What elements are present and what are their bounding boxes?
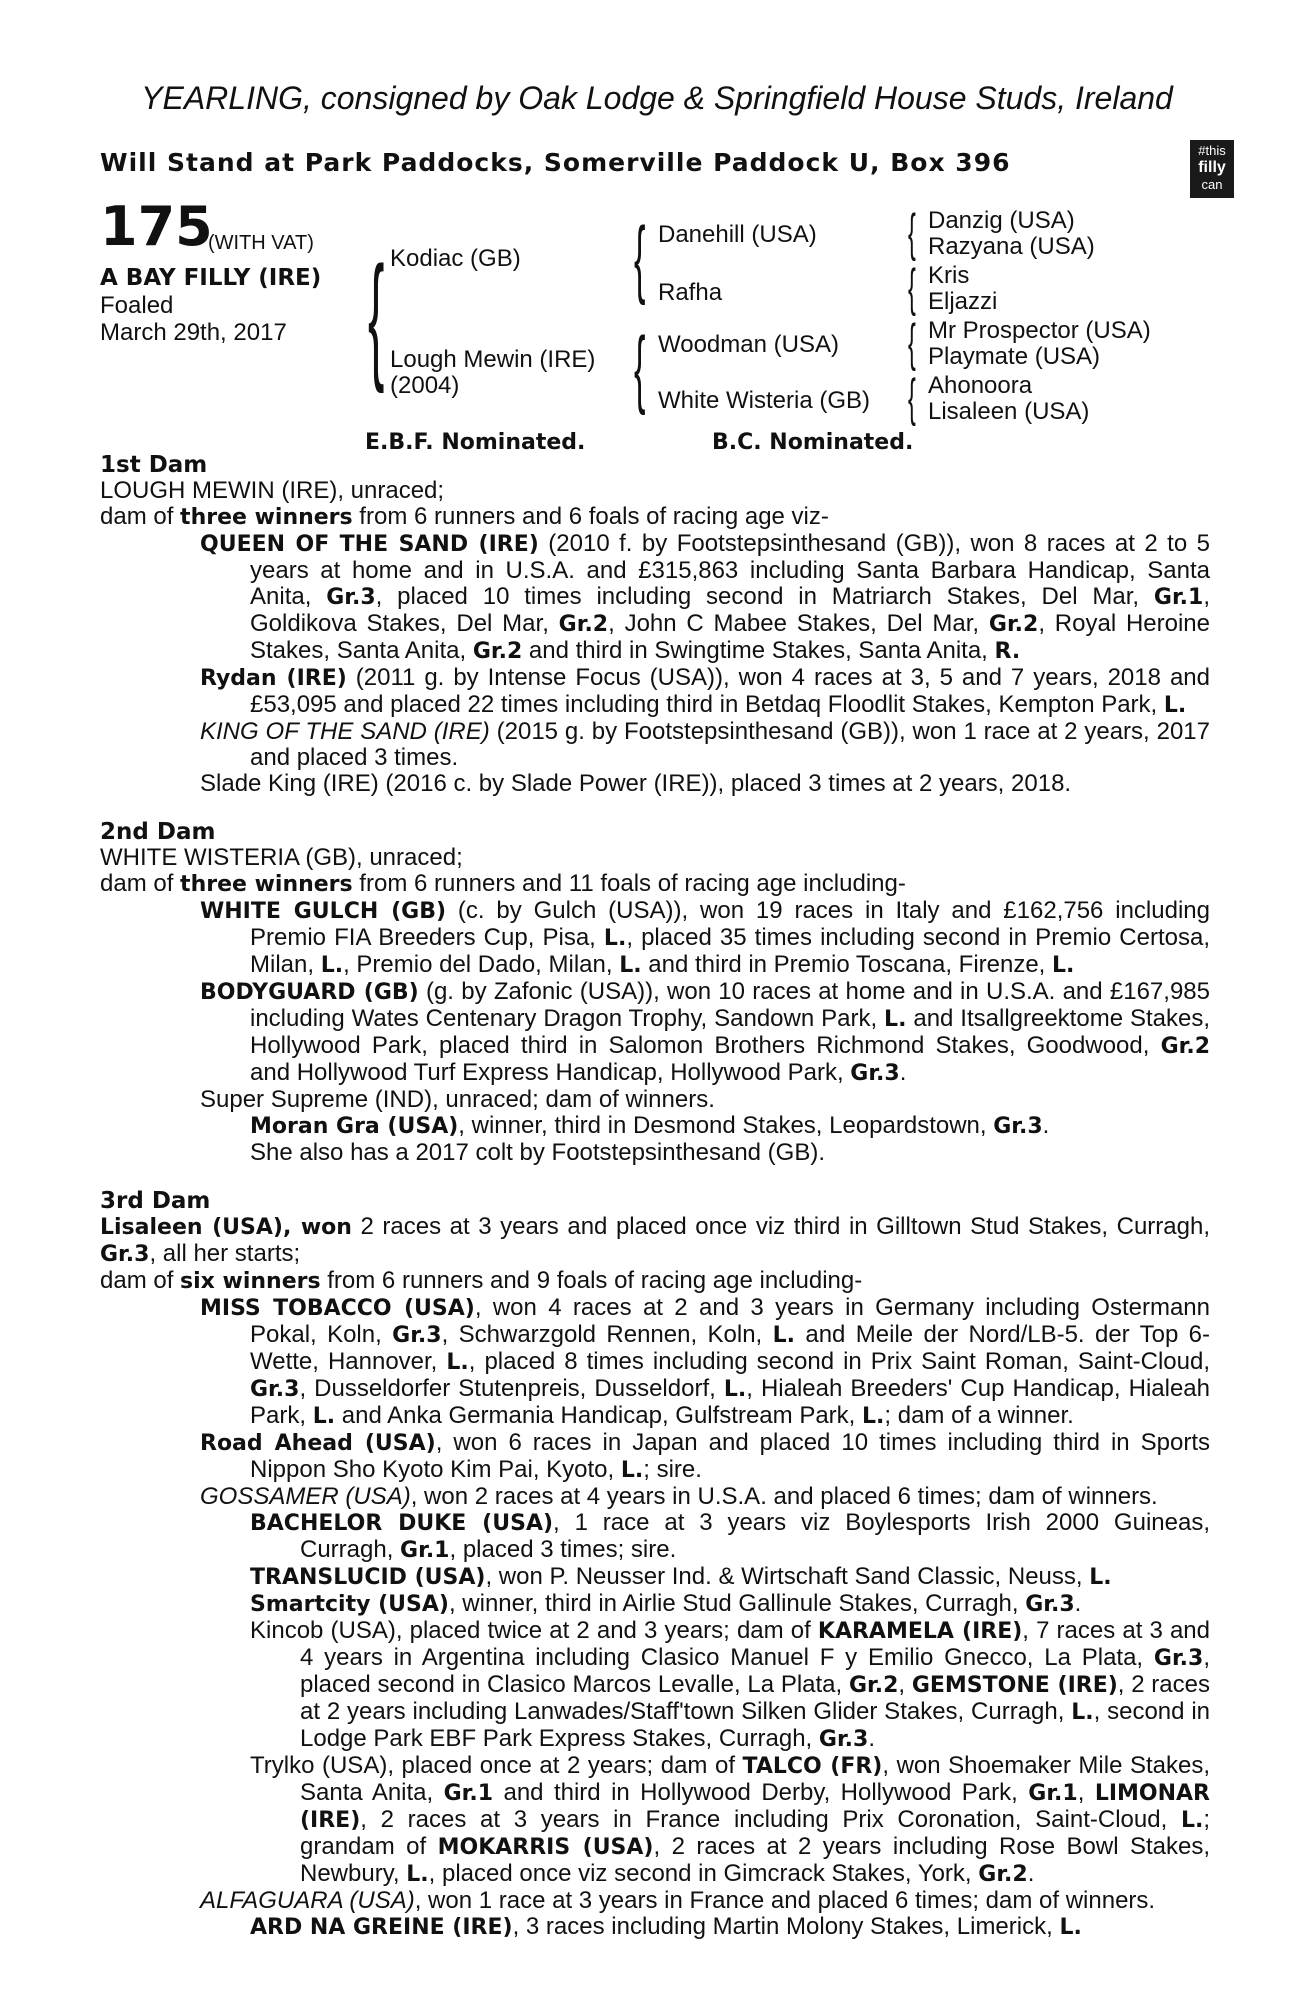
- progeny-entry: QUEEN OF THE SAND (IRE) (2010 f. by Footstepsinthesand (GB)), won 8 races at 2 to 5 years at home and in U.S.A. and £315,863 including Santa Barbara Handicap, Santa Anita, Gr.3, placed 10 times including second in Matriarch Stakes, Del Mar, Gr.1, Goldikova Stakes, Del Mar, Gr.2, John C Mabee Stakes, Del Mar, Gr.2, Royal Heroine Stakes, Santa Anita, Gr.2 and third in Swingtime Stakes, Santa Anita, R.: [200, 530, 1211, 664]
- bc-nominated: B.C. Nominated.: [712, 430, 914, 455]
- foaled-date: March 29th, 2017: [100, 319, 287, 346]
- foaled-label: Foaled: [100, 292, 174, 319]
- progeny-entry: Rydan (IRE) (2011 g. by Intense Focus (USA)), won 4 races at 3, 5 and 7 years, 2018 and £53,095 and placed 22 times including third in Betdaq Floodlit Stakes, Kempton Park, L.: [200, 664, 1210, 718]
- second-dam-heading: 2nd Dam: [100, 819, 216, 845]
- progeny-entry: BACHELOR DUKE (USA), 1 race at 3 years viz Boylesports Irish 2000 Guineas, Curragh, Gr.1, placed 3 times; sire.: [250, 1509, 1210, 1563]
- foal-note: She also has a 2017 colt by Footstepsinthesand (GB).: [250, 1139, 826, 1166]
- progeny-entry: ALFAGUARA (USA), won 1 race at 3 years in France and placed 6 times; dam of winners.: [200, 1887, 1156, 1914]
- vat-note: (WITH VAT): [208, 232, 314, 254]
- dds: Ahonoora: [928, 372, 1033, 399]
- foaled-info: [100, 292, 287, 346]
- dam-sire: Woodman (USA): [658, 331, 839, 358]
- ssd: Razyana (USA): [928, 233, 1095, 260]
- dsd: Playmate (USA): [928, 343, 1101, 370]
- horse-name: A BAY FILLY (IRE): [100, 265, 322, 291]
- page-title: YEARLING, consigned by Oak Lodge & Springfield House Studs, Ireland: [141, 80, 1173, 116]
- sire: Kodiac (GB): [390, 245, 521, 272]
- progeny-entry: WHITE GULCH (GB) (c. by Gulch (USA)), won 19 races in Italy and £162,756 including Premio FIA Breeders Cup, Pisa, L., placed 35 times including second in Premio Certosa, Milan, L., Premio del Dado, Milan, L. and third in Premio Toscana, Firenze, L.: [200, 897, 1210, 978]
- progeny-entry: ARD NA GREINE (IRE), 3 races including Martin Molony Stakes, Limerick, L.: [250, 1913, 1082, 1940]
- progeny-entry: GOSSAMER (USA), won 2 races at 4 years in U.S.A. and placed 6 times; dam of winners.: [200, 1483, 1158, 1510]
- sdd: Eljazzi: [928, 288, 998, 315]
- brace-icon: {: [634, 210, 646, 306]
- catalogue-body: [100, 452, 1210, 1941]
- progeny-entry: MISS TOBACCO (USA), won 4 races at 2 and 3 years in Germany including Ostermann Pokal, Koln, Gr.3, Schwarzgold Rennen, Koln, L. and Meile der Nord/LB-5. der Top 6-Wette, Hannover, L., placed 8 times including second in Prix Saint Roman, Saint-Cloud, Gr.3, Dusseldorfer Stutenpreis, Dusseldorf, L., Hialeah Breeders' Cup Handicap, Hialeah Park, L. and Anka Germania Handicap, Gulfstream Park, L.; dam of a winner.: [200, 1294, 1211, 1429]
- first-dam-heading: 1st Dam: [100, 452, 208, 478]
- first-dam-line: LOUGH MEWIN (IRE), unraced;: [100, 477, 445, 504]
- third-dam-produce: dam of six winners from 6 runners and 9 foals of racing age including-: [100, 1267, 863, 1294]
- ebf-nominated: E.B.F. Nominated.: [365, 430, 586, 455]
- sire-dam: Rafha: [658, 279, 723, 306]
- third-dam-heading: 3rd Dam: [100, 1188, 211, 1214]
- dam: Lough Mewin (IRE): [390, 346, 596, 373]
- third-dam-line: Lisaleen (USA), won 2 races at 3 years and placed once viz third in Gilltown Stud Stakes, Curragh, Gr.3, all her starts;: [100, 1213, 1210, 1267]
- lot-number: 175: [100, 195, 213, 258]
- brace-icon: {: [908, 314, 916, 372]
- progeny-entry: Moran Gra (USA), winner, third in Desmond Stakes, Leopardstown, Gr.3.: [250, 1112, 1050, 1139]
- brace-icon: {: [908, 204, 916, 262]
- stand-location: Will Stand at Park Paddocks, Somerville Paddock U, Box 396: [100, 148, 1011, 177]
- second-dam-line: WHITE WISTERIA (GB), unraced;: [100, 844, 463, 871]
- sds: Kris: [928, 262, 970, 289]
- brace-icon: {: [908, 259, 916, 317]
- progeny-entry: BODYGUARD (GB) (g. by Zafonic (USA)), won 10 races at home and in U.S.A. and £167,985 including Wates Centenary Dragon Trophy, Sandown Park, L. and Itsallgreektome Stakes, Hollywood Park, placed third in Salomon Brothers Richmond Stakes, Goodwood, Gr.2 and Hollywood Turf Express Handicap, Hollywood Park, Gr.3.: [200, 978, 1210, 1086]
- progeny-entry: TRANSLUCID (USA), won P. Neusser Ind. & Wirtschaft Sand Classic, Neuss, L.: [250, 1563, 1112, 1590]
- this-filly-can-logo: [1190, 140, 1234, 198]
- sss: Danzig (USA): [928, 207, 1075, 234]
- progeny-entry: Slade King (IRE) (2016 c. by Slade Power (IRE)), placed 3 times at 2 years, 2018.: [200, 770, 1072, 797]
- ddd: Lisaleen (USA): [928, 398, 1090, 425]
- brace-icon: {: [368, 237, 385, 394]
- badge-line-2: filly: [1198, 159, 1226, 176]
- progeny-entry: Road Ahead (USA), won 6 races in Japan and placed 10 times including third in Sports Nippon Sho Kyoto Kim Pai, Kyoto, L.; sire.: [200, 1429, 1211, 1483]
- second-dam-produce: dam of three winners from 6 runners and 11 foals of racing age including-: [100, 870, 906, 897]
- dss: Mr Prospector (USA): [928, 317, 1151, 344]
- sire-sire: Danehill (USA): [658, 221, 817, 248]
- progeny-entry: Kincob (USA), placed twice at 2 and 3 years; dam of KARAMELA (IRE), 7 races at 3 and 4 years in Argentina including Clasico Manuel F y Emilio Gnecco, La Plata, Gr.3, placed second in Clasico Marcos Levalle, La Plata, Gr.2, GEMSTONE (IRE), 2 races at 2 years including Lanwades/Staff'town Silken Glider Stakes, Curragh, L., second in Lodge Park EBF Park Express Stakes, Curragh, Gr.3.: [250, 1617, 1210, 1752]
- progeny-entry: KING OF THE SAND (IRE) (2015 g. by Footstepsinthesand (GB)), won 1 race at 2 years, 2017 and placed 3 times.: [200, 718, 1210, 771]
- progeny-entry: Smartcity (USA), winner, third in Airlie Stud Gallinule Stakes, Curragh, Gr.3.: [250, 1590, 1082, 1617]
- dam-dam: White Wisteria (GB): [658, 387, 871, 414]
- first-dam-produce: dam of three winners from 6 runners and 6 foals of racing age viz-: [100, 503, 829, 530]
- badge-line-3: can: [1201, 177, 1223, 192]
- brace-icon: {: [634, 320, 646, 416]
- progeny-entry: Super Supreme (IND), unraced; dam of winners.: [200, 1086, 715, 1113]
- dam-year: (2004): [390, 372, 460, 399]
- progeny-entry: Trylko (USA), placed once at 2 years; dam of TALCO (FR), won Shoemaker Mile Stakes, Santa Anita, Gr.1 and third in Hollywood Derby, Hollywood Park, Gr.1, LIMONAR (IRE), 2 races at 3 years in France including Prix Coronation, Saint-Cloud, L.; grandam of MOKARRIS (USA), 2 races at 2 years including Rose Bowl Stakes, Newbury, L., placed once viz second in Gimcrack Stakes, York, Gr.2.: [250, 1752, 1211, 1887]
- brace-icon: {: [908, 369, 916, 427]
- badge-line-1: #this: [1198, 143, 1226, 158]
